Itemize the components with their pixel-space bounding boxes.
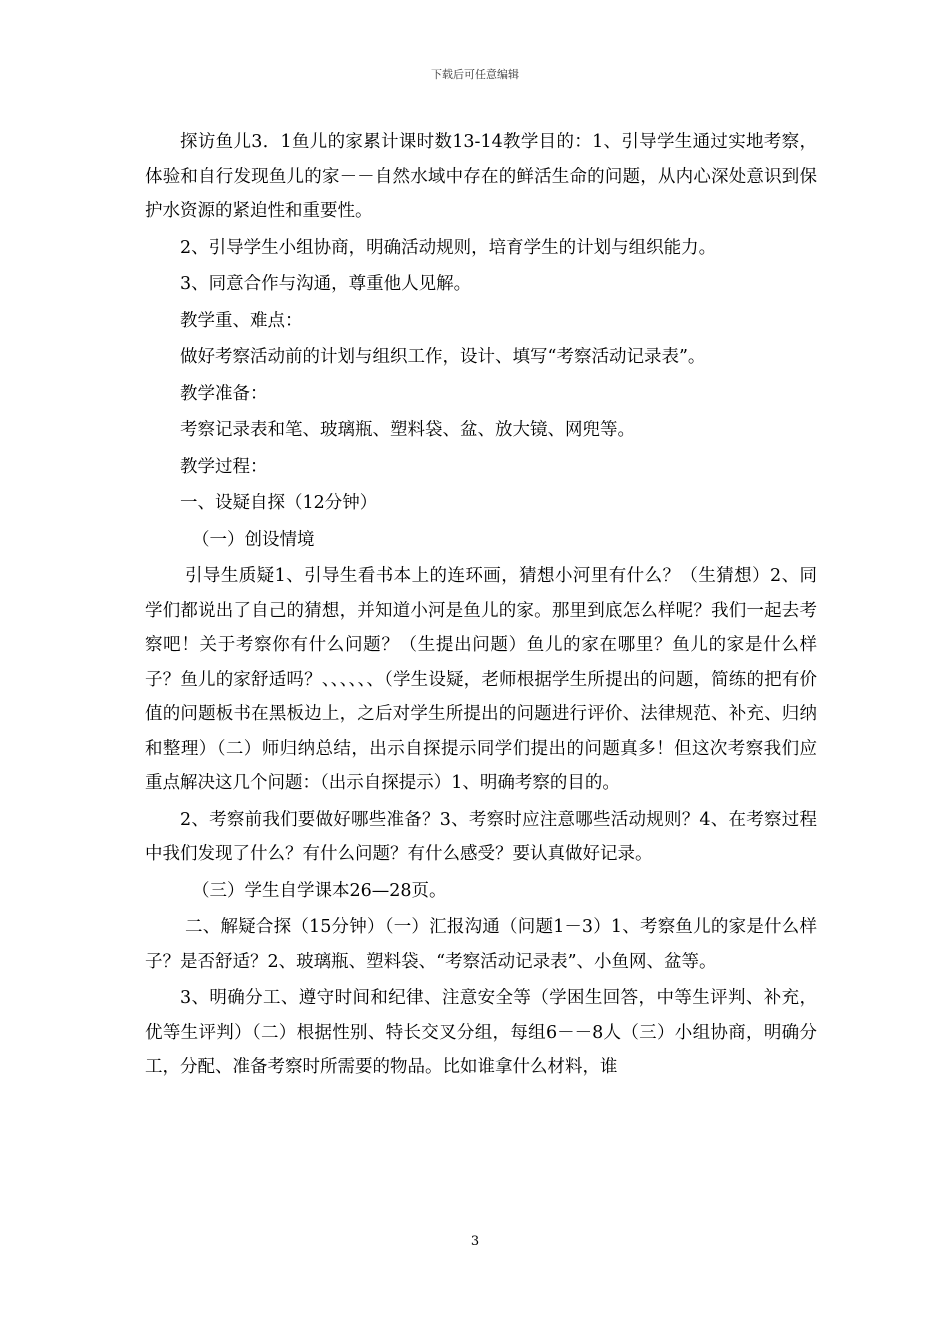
document-body — [145, 125, 817, 1087]
heading-process: 教学过程： — [180, 456, 268, 477]
paragraph-objective-3: 3、同意合作与沟通，尊重他人见解。 — [180, 274, 472, 294]
paragraph-division-of-work: 3、明确分工、遵守时间和纪律、注意安全等（学困生回答，中等生评判、补充，优等生评判）（二）根据性别、特长交叉分组，每组6－－8人（三）小组协商，明确分工，分配、准备考察时所需要的物品。比如谁拿什么材料，谁 — [145, 988, 817, 1077]
heading-preparation: 教学准备： — [180, 383, 268, 404]
paragraph-preparation: 考察记录表和笔、玻璃瓶、塑料袋、盆、放大镜、网兜等。 — [180, 420, 635, 440]
paragraph-section-2: 二、解疑合探（15分钟）（一）汇报沟通（问题1－3）1、考察鱼儿的家是什么样子？是否舒适？2、玻璃瓶、塑料袋、“考察活动记录表”、小鱼网、盆等。 — [145, 917, 817, 972]
heading-section-1: 一、设疑自探（12分钟） — [180, 493, 378, 513]
heading-key-points: 教学重、难点： — [180, 310, 303, 331]
paragraph-self-study: （三）学生自学课本26—28页。 — [192, 880, 447, 901]
paragraph-objective-2: 2、引导学生小组协商，明确活动规则，培育学生的计划与组织能力。 — [180, 237, 717, 258]
page-header: 下载后可任意编辑 — [431, 68, 519, 81]
paragraph-title-objectives: 探访鱼儿3．1鱼儿的家累计课时数13-14教学目的：1、引导学生通过实地考察，体验和自行发现鱼儿的家－－自然水域中存在的鲜活生命的问题，从内心深处意识到保护水资源的紧迫性和重要性。 — [145, 132, 817, 221]
page-number: 3 — [470, 1234, 480, 1249]
heading-subsection-1: （一）创设情境 — [192, 529, 315, 550]
paragraph-key-points: 做好考察活动前的计划与组织工作，设计、填写“考察活动记录表”。 — [180, 347, 706, 367]
paragraph-guide-questions: 引导生质疑1、引导生看书本上的连环画，猜想小河里有什么？（生猜想）2、同学们都说出了自己的猜想，并知道小河是鱼儿的家。那里到底怎么样呢？我们一起去考察吧！关于考察你有什么问题？（生提出问题）鱼儿的家在哪里？鱼儿的家是什么样子？鱼儿的家舒适吗？、、、、、、（学生设疑，老师根据学生所提出的问题，简练的把有价值的问题板书在黑板边上，之后对学生所提出的问题进行评价、法律规范、补充、归纳和整理）（二）师归纳总结，出示自探提示同学们提出的问题真多！但这次考察我们应重点解决这几个问题：（出示自探提示）1、明确考察的目的。 — [145, 566, 817, 793]
paragraph-questions-2-4: 2、考察前我们要做好哪些准备？3、考察时应注意哪些活动规则？4、在考察过程中我们发现了什么？有什么问题？有什么感受？要认真做好记录。 — [145, 809, 817, 864]
